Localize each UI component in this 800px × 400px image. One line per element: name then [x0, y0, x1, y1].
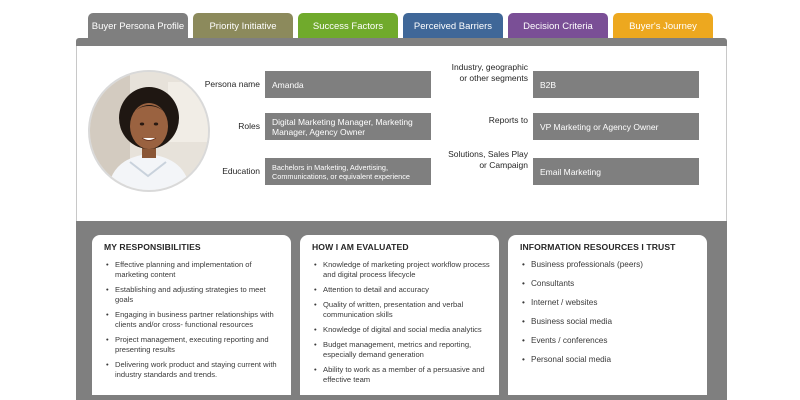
evaluated-title: HOW I AM EVALUATED [312, 242, 409, 252]
segments-label: Industry, geographic or other segments [451, 62, 528, 83]
list-item: • Personal social media [522, 355, 699, 365]
education-value: Bachelors in Marketing, Advertising, Communications, or equivalent experience [265, 158, 431, 185]
list-item: • Delivering work product and staying current with industry standards and trends. [106, 360, 283, 380]
list-item: • Knowledge of digital and social media analytics [314, 325, 491, 335]
responsibilities-list [106, 260, 283, 385]
list-item: • Effective planning and implementation of marketing content [106, 260, 283, 280]
tab-perceived-barriers[interactable]: Perceived Barriers [403, 13, 503, 39]
tab-decision-criteria[interactable]: Decision Criteria [508, 13, 608, 39]
list-item: • Engaging in business partner relationships with clients and/or cross- functional resources [106, 310, 283, 330]
resources-list [522, 260, 699, 374]
list-item: • Quality of written, presentation and verbal communication skills [314, 300, 491, 320]
roles-label: Roles [238, 121, 260, 131]
tab-bar [88, 13, 713, 39]
responsibilities-card [92, 235, 291, 395]
reports-to-value: VP Marketing or Agency Owner [533, 113, 699, 140]
list-item: • Budget management, metrics and reporting, especially demand generation [314, 340, 491, 360]
frame-top-bar [76, 38, 727, 46]
campaign-value: Email Marketing [533, 158, 699, 185]
tab-buyers-journey[interactable]: Buyer's Journey [613, 13, 713, 39]
reports-to-label: Reports to [488, 115, 528, 125]
tab-priority-initiative[interactable]: Priority Initiative [193, 13, 293, 39]
list-item: • Internet / websites [522, 298, 699, 308]
list-item: • Project management, executing reporting and presenting results [106, 335, 283, 355]
education-label: Education [222, 166, 260, 176]
evaluated-card [300, 235, 499, 395]
tab-success-factors[interactable]: Success Factors [298, 13, 398, 39]
persona-name-value: Amanda [265, 71, 431, 98]
resources-card [508, 235, 707, 395]
campaign-label: Solutions, Sales Play or Campaign [448, 149, 528, 170]
list-item: • Knowledge of marketing project workflow process and digital process lifecycle [314, 260, 491, 280]
list-item: • Establishing and adjusting strategies to meet goals [106, 285, 283, 305]
list-item: • Consultants [522, 279, 699, 289]
responsibilities-title: MY RESPONSIBILITIES [104, 242, 201, 252]
list-item: • Ability to work as a member of a persuasive and effective team [314, 365, 491, 385]
list-item: • Events / conferences [522, 336, 699, 346]
list-item: • Attention to detail and accuracy [314, 285, 491, 295]
segments-value: B2B [533, 71, 699, 98]
tab-buyer-persona-profile[interactable]: Buyer Persona Profile [88, 13, 188, 39]
resources-title: INFORMATION RESOURCES I TRUST [520, 242, 676, 252]
list-item: • Business social media [522, 317, 699, 327]
list-item: • Business professionals (peers) [522, 260, 699, 270]
evaluated-list [314, 260, 491, 390]
roles-value: Digital Marketing Manager, Marketing Manager, Agency Owner [265, 113, 431, 140]
persona-name-label: Persona name [204, 79, 260, 89]
